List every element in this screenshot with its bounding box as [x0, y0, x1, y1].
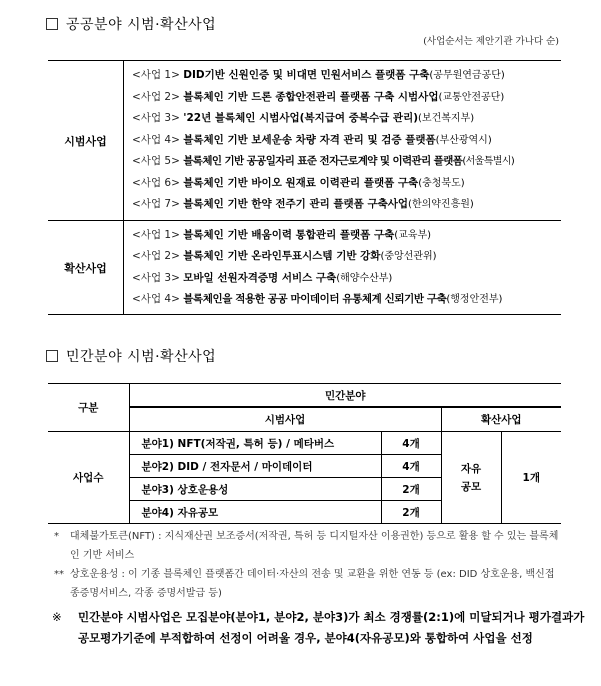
footnotes [54, 527, 564, 603]
private-projects-table [48, 383, 561, 524]
checkbox-square-icon [46, 18, 58, 30]
expansion-row [48, 221, 561, 315]
table-row [48, 432, 561, 455]
header-pilot: 시범사업 [129, 407, 441, 432]
category-expansion: 확산사업 [48, 221, 124, 315]
pilot-row [48, 61, 561, 221]
private-section-title-text: 민간분야 시범·확산사업 [66, 349, 217, 365]
expansion-items [124, 221, 562, 315]
expansion-type: 자유 공모 [441, 432, 501, 524]
footnote-nft: * 대체불가토큰(NFT) : 지식재산권 보조증서(저작권, 특허 등 디지털자산 이용권한) 등으로 활용 할 수 있는 블록체인 기반 서비스 [54, 531, 559, 561]
private-section-title [46, 346, 216, 366]
checkbox-square-icon [46, 350, 58, 362]
field-count: 4개 [381, 455, 441, 478]
field-count: 2개 [381, 501, 441, 524]
field-name: 분야3) 상호운용성 [129, 478, 381, 501]
list-item: <사업 7> 블록체인 기반 한약 전주기 관리 플랫폼 구축사업(한의약진흥원) [132, 198, 474, 211]
list-item: <사업 3> '22년 블록체인 시범사업(복지급여 중복수급 관리)(보건복지부) [132, 112, 475, 125]
list-item: <사업 3> 모바일 선원자격증명 서비스 구축(해양수산부) [132, 271, 393, 284]
header-row-1 [48, 384, 561, 408]
selection-notice: ※ 민간분야 시범사업은 모집분야(분야1, 분야2, 분야3)가 최소 경쟁률(2:1)에 미달되거나 평가결과가 공모평가기준에 부적합하여 선정이 어려울 경우, 분야4(자유공모)와 통합하여 사업을 선정 [52, 607, 593, 649]
list-item: <사업 4> 블록체인을 적용한 공공 마이데이터 유통체계 신뢰기반 구축(행정안전부) [132, 293, 503, 305]
list-item: <사업 6> 블록체인 기반 바이오 원재료 이력관리 플랫폼 구축(충청북도) [132, 176, 465, 189]
field-name: 분야1) NFT(저작권, 특허 등) / 메타버스 [129, 432, 381, 455]
field-name: 분야2) DID / 전자문서 / 마이데이터 [129, 455, 381, 478]
expansion-count: 1개 [501, 432, 561, 524]
field-count: 4개 [381, 432, 441, 455]
field-count: 2개 [381, 478, 441, 501]
row-label-count: 사업수 [48, 432, 129, 524]
list-item: <사업 1> 블록체인 기반 배움이력 통합관리 플랫폼 구축(교육부) [132, 228, 432, 241]
reference-mark-icon: ※ [52, 610, 62, 624]
list-item: <사업 2> 블록체인 기반 온라인투표시스템 기반 강화(중앙선관위) [132, 250, 437, 262]
list-item: <사업 4> 블록체인 기반 보세운송 차량 자격 관리 및 검증 플랫폼(부산광역시) [132, 133, 492, 146]
list-item: <사업 2> 블록체인 기반 드론 종합안전관리 플랫폼 구축 시범사업(교통안전공단) [132, 90, 505, 103]
public-projects-table [48, 60, 561, 315]
header-private-sector: 민간분야 [129, 384, 561, 408]
field-name: 분야4) 자유공모 [129, 501, 381, 524]
order-note: (사업순서는 제안기관 가나다 순) [423, 36, 559, 47]
public-section-title [46, 14, 216, 34]
header-expansion: 확산사업 [441, 407, 561, 432]
list-item: <사업 5> 블록체인 기반 공공일자리 표준 전자근로계약 및 이력관리 플랫폼(서울특별시) [132, 155, 515, 168]
header-gubun: 구분 [48, 384, 129, 432]
footnote-interoperability: ** 상호운용성 : 이 기종 블록체인 플랫폼간 데이터·자산의 전송 및 교환을 위한 연동 등 (ex: DID 상호운용, 백신접종증명서비스, 각종 증명서발급 등) [54, 569, 555, 599]
public-section-title-text: 공공분야 시범·확산사업 [66, 17, 217, 33]
pilot-items [124, 61, 562, 221]
list-item: <사업 1> DID기반 신원인증 및 비대면 민원서비스 플랫폼 구축(공무원연금공단) [132, 69, 505, 82]
category-pilot: 시범사업 [48, 61, 124, 221]
